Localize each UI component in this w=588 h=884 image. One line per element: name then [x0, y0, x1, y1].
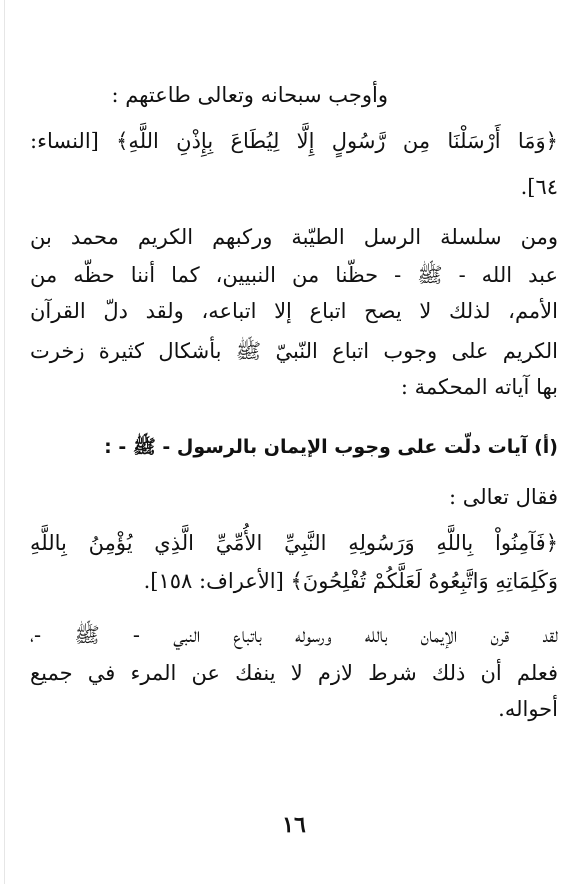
- text-line-3: ٦٤].: [520, 175, 558, 199]
- text-line-intro: فقال تعالى :: [448, 485, 558, 509]
- closing-line-2: فعلم أن ذلك شرط لازم لا ينفك عن المرء في جميع: [30, 661, 558, 685]
- section-heading: (أ) آيات دلّت على وجوب الإيمان بالرسول - ﷺ - :: [104, 436, 558, 458]
- paragraph-line-5: بها آياته المحكمة :: [400, 375, 558, 399]
- quran-verse-line-1: ﴿وَمَا أَرْسَلْنَا مِن رَّسُولٍ إِلَّا لِيُطَاعَ بِإِذْنِ اللَّهِ﴾ [النساء:: [30, 129, 558, 153]
- text-line-1: وأوجب سبحانه وتعالى طاعتهم :: [111, 83, 388, 107]
- page-number: ١٦: [282, 812, 306, 838]
- paragraph-line-3: الأمم، لذلك لا يصح اتباع إلا اتباعه، ولقد دلّ القرآن: [30, 299, 558, 323]
- quran-verse-line-3: وَكَلِمَاتِهِ وَاتَّبِعُوهُ لَعَلَّكُمْ تُفْلِحُونَ﴾ [الأعراف: ١٥٨].: [143, 569, 558, 593]
- closing-line-1: لقد قرن الإيمان بالله ورسوله باتباع النبي - ﷺ -،: [30, 623, 558, 647]
- paragraph-line-4: الكريم على وجوب اتباع النّبيّ ﷺ بأشكال كثيرة زخرت: [30, 339, 558, 363]
- paragraph-line-2: عبد الله - ﷺ - حظّنا من النبيين، كما أننا حظّه من: [30, 263, 558, 287]
- margin-rule: [4, 0, 5, 884]
- closing-line-3: أحواله.: [498, 697, 558, 721]
- quran-verse-line-2: ﴿فَآمِنُواْ بِاللَّهِ وَرَسُولِهِ النَّبِيِّ الأُمِّيِّ الَّذِي يُؤْمِنُ بِاللَّهِ: [30, 531, 558, 555]
- paragraph-line-1: ومن سلسلة الرسل الطيّبة وركبهم الكريم محمد بن: [30, 225, 558, 249]
